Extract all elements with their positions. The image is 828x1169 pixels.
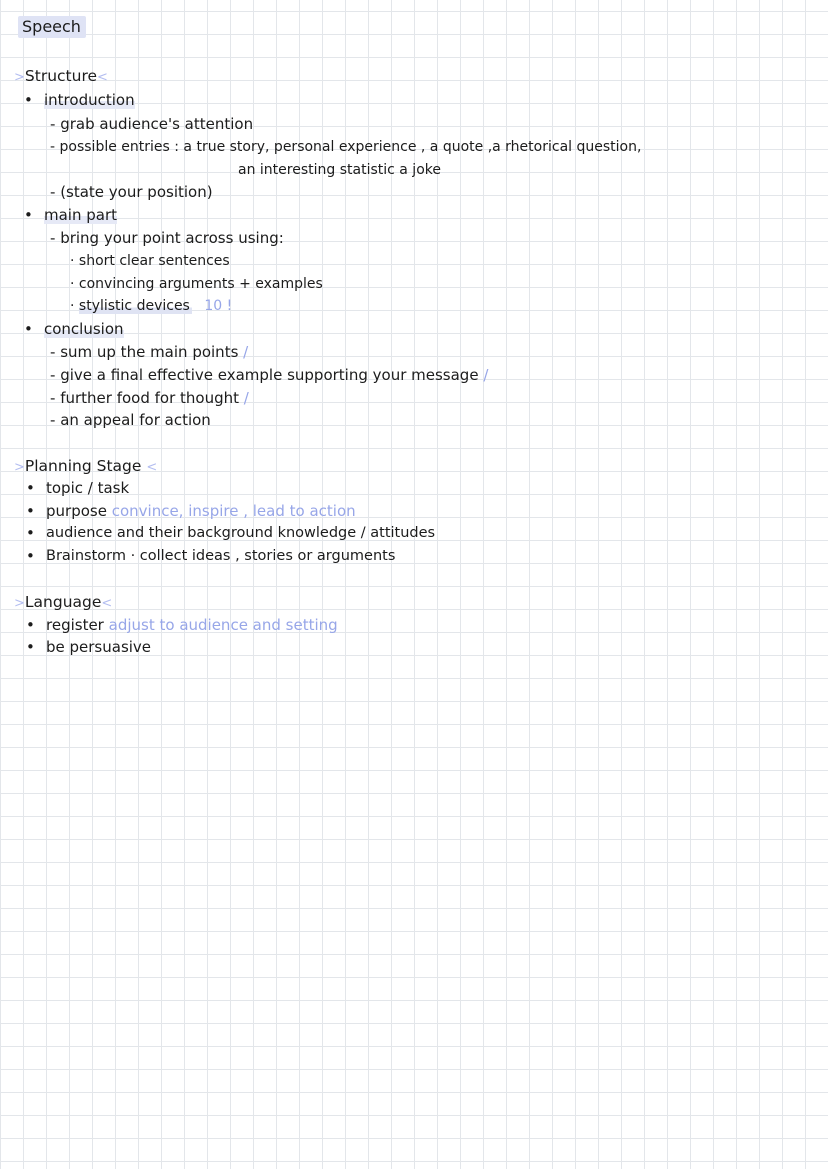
introduction-label: introduction [44,91,135,109]
main-part-line-1: - bring your point across using: [50,229,284,247]
intro-line-2b: an interesting statistic a joke [238,162,441,178]
conclusion-line-2: - give a final effective example supporting your message / [50,366,489,384]
section-heading-planning [14,456,157,478]
bullet-icon: • [24,206,33,224]
intro-line-1: - grab audience's attention [50,115,254,133]
planning-item-1: topic / task [46,479,130,497]
bullet-icon: • [26,616,35,634]
chevron-left-icon: < [97,70,108,85]
chevron-left-icon: < [101,596,113,611]
bullet-icon: • [24,320,33,338]
bullet-icon: • [26,502,35,520]
planning-item-2: purpose convince, inspire , lead to action [46,502,356,520]
main-part-label: main part [44,206,118,224]
bullet-icon: • [26,524,35,542]
planning-item-4: Brainstorm · collect ideas , stories or arguments [46,548,396,564]
bullet-icon: • [24,91,33,109]
main-part-sub-1: · short clear sentences [70,253,230,269]
conclusion-label: conclusion [44,320,124,338]
language-heading-text: Language [24,593,102,611]
intro-line-2: - possible entries : a true story, personal experience , a quote ,a rhetorical question, [50,139,642,155]
main-part-sub-2: · convincing arguments + examples [70,276,323,292]
bullet-icon: • [26,638,35,656]
chevron-right-icon: > [14,460,25,475]
language-item-1: register adjust to audience and setting [46,616,338,634]
conclusion-line-4: - an appeal for action [50,411,211,429]
page-title: Speech [18,16,86,38]
structure-heading-text: Structure [24,67,98,85]
chevron-right-icon: > [14,596,25,611]
section-heading-language [14,592,112,614]
section-heading-structure [14,66,108,88]
main-part-sub-3: · stylistic devices 10 ! [70,298,233,314]
bullet-icon: • [26,479,35,497]
intro-line-3: - (state your position) [50,183,213,201]
language-item-2: be persuasive [46,638,152,656]
planning-item-3: audience and their background knowledge / attitudes [46,525,436,541]
chevron-right-icon: > [14,70,25,85]
bullet-icon: • [26,547,35,565]
chevron-left-icon: < [146,460,158,475]
planning-heading-text: Planning Stage [24,457,142,475]
conclusion-line-1: - sum up the main points / [50,343,249,361]
conclusion-line-3: - further food for thought / [50,389,249,407]
